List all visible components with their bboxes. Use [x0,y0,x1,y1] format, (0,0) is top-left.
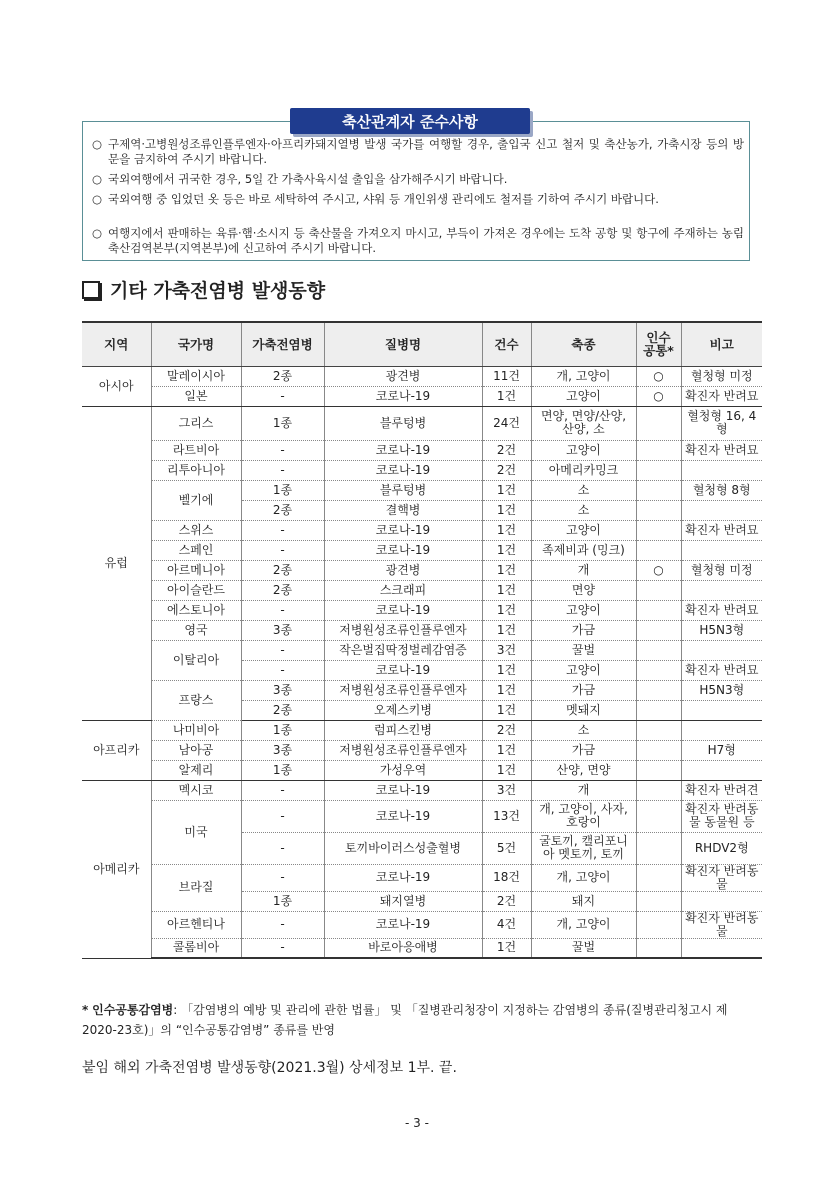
cell-remarks: 확진자 반려동물 [681,864,762,891]
cell-count: 1건 [482,386,531,406]
notice-item-text: 여행지에서 판매하는 육류·햄·소시지 등 축산물을 가져오지 마시고, 부득이 가져온 경우에는 도착 공항 및 항구에 주재하는 농림축산검역본부(지역본부)에 신고하여 주시기 바랍니다. [108,226,744,255]
cell-species: 개, 고양이, 사자, 호랑이 [531,800,636,832]
cell-count: 1건 [482,600,531,620]
cell-zoonotic [636,720,681,740]
cell-legal-class: 2종 [241,560,324,580]
cell-disease: 광견병 [324,560,482,580]
cell-disease: 럼피스킨병 [324,720,482,740]
cell-remarks: 혈청형 미정 [681,366,762,386]
cell-species: 개, 고양이 [531,864,636,891]
cell-zoonotic [636,406,681,440]
cell-disease: 블루텅병 [324,406,482,440]
cell-species: 면양 [531,580,636,600]
circle-bullet-icon: ○ [92,172,103,186]
table-row [82,800,762,832]
cell-legal-class: - [241,864,324,891]
table-row [82,366,762,386]
cell-zoonotic [636,480,681,500]
cell-species: 면양, 면양/산양, 산양, 소 [531,406,636,440]
cell-remarks: 확진자 반려견 [681,780,762,800]
cell-species: 가금 [531,620,636,640]
cell-species: 개, 고양이 [531,366,636,386]
cell-country: 미국 [151,800,241,864]
cell-legal-class: - [241,938,324,958]
cell-legal-class: 3종 [241,620,324,640]
section-title: 기타 가축전염병 발생동향 [110,280,326,302]
cell-disease: 바로아응애병 [324,938,482,958]
cell-disease: 코로나-19 [324,440,482,460]
table-row [82,911,762,938]
cell-disease: 코로나-19 [324,864,482,891]
cell-remarks: 확진자 반려묘 [681,440,762,460]
cell-remarks [681,580,762,600]
table-row [82,680,762,700]
cell-species: 가금 [531,680,636,700]
cell-legal-class: 2종 [241,366,324,386]
cell-legal-class: - [241,440,324,460]
cell-disease: 스크래피 [324,580,482,600]
cell-country: 프랑스 [151,680,241,720]
cell-country: 남아공 [151,740,241,760]
table-row [82,620,762,640]
notice-item-text: 구제역·고병원성조류인플루엔자·아프리카돼지열병 발생 국가를 여행할 경우, 출입국 신고 철저 및 축산농가, 가축시장 등의 방문을 금지하여 주시기 바랍니다. [108,137,744,166]
circle-bullet-icon: ○ [92,137,103,151]
cell-legal-class: - [241,386,324,406]
cell-legal-class: - [241,800,324,832]
table-row [82,520,762,540]
cell-disease: 코로나-19 [324,460,482,480]
cell-count: 1건 [482,500,531,520]
table-row [82,864,762,891]
cell-species: 가금 [531,740,636,760]
cell-species: 족제비과 (밍크) [531,540,636,560]
header-count: 건수 [482,322,531,366]
cell-remarks: 혈청형 16, 4형 [681,406,762,440]
cell-legal-class: 1종 [241,760,324,780]
cell-country: 아이슬란드 [151,580,241,600]
cell-legal-class: - [241,640,324,660]
cell-remarks: H5N3형 [681,620,762,640]
table-row [82,480,762,500]
disease-table [82,321,762,959]
table-row [82,760,762,780]
cell-disease: 블루텅병 [324,480,482,500]
cell-country: 브라질 [151,864,241,911]
cell-legal-class: - [241,832,324,864]
cell-remarks: 확진자 반려묘 [681,600,762,620]
header-zoonotic: 인수 공통* [636,322,681,366]
cell-count: 18건 [482,864,531,891]
table-row [82,938,762,958]
cell-remarks: 확진자 반려동물 동물원 등 [681,800,762,832]
cell-species: 소 [531,720,636,740]
cell-disease: 코로나-19 [324,780,482,800]
cell-legal-class: 3종 [241,680,324,700]
cell-count: 2건 [482,720,531,740]
cell-zoonotic: ○ [636,366,681,386]
table-row [82,720,762,740]
table-row [82,440,762,460]
cell-species: 개, 고양이 [531,911,636,938]
cell-legal-class: - [241,911,324,938]
table-row [82,540,762,560]
cell-disease: 토끼바이러스성출혈병 [324,832,482,864]
cell-zoonotic [636,760,681,780]
cell-country: 말레이시아 [151,366,241,386]
cell-species: 돼지 [531,891,636,911]
cell-zoonotic [636,680,681,700]
footnote [82,1000,754,1040]
cell-count: 4건 [482,911,531,938]
header-species: 축종 [531,322,636,366]
header-country: 국가명 [151,322,241,366]
cell-species: 소 [531,500,636,520]
cell-disease: 저병원성조류인플루엔자 [324,620,482,640]
page-number: - 3 - [405,1116,429,1130]
cell-legal-class: 1종 [241,720,324,740]
cell-legal-class: - [241,520,324,540]
cell-region: 아프리카 [82,720,151,780]
cell-disease: 코로나-19 [324,911,482,938]
cell-count: 1건 [482,620,531,640]
cell-country: 아르메니아 [151,560,241,580]
cell-species: 고양이 [531,386,636,406]
cell-zoonotic [636,580,681,600]
cell-disease: 저병원성조류인플루엔자 [324,680,482,700]
cell-legal-class: 2종 [241,700,324,720]
cell-species: 고양이 [531,660,636,680]
cell-disease: 작은벌집딱정벌레감염증 [324,640,482,660]
cell-count: 1건 [482,760,531,780]
cell-disease: 코로나-19 [324,600,482,620]
cell-zoonotic [636,640,681,660]
cell-remarks [681,891,762,911]
cell-zoonotic [636,938,681,958]
cell-species: 고양이 [531,520,636,540]
cell-disease: 광견병 [324,366,482,386]
cell-country: 스페인 [151,540,241,560]
footnote-text: : 「감염병의 예방 및 관리에 관한 법률」 및 「질병관리청장이 지정하는 감염병의 종류(질병관리청고시 제2020-23호)」의 “인수공통감염병” 종류를 반영 [82,1003,728,1037]
cell-legal-class: - [241,780,324,800]
cell-country: 리투아니아 [151,460,241,480]
header-legal-class: 가축전염병 [241,322,324,366]
cell-remarks [681,540,762,560]
cell-country: 콜롬비아 [151,938,241,958]
cell-remarks [681,938,762,958]
cell-count: 1건 [482,680,531,700]
cell-region: 유럽 [82,406,151,720]
cell-country: 에스토니아 [151,600,241,620]
cell-species: 고양이 [531,600,636,620]
cell-zoonotic [636,540,681,560]
cell-remarks: RHDV2형 [681,832,762,864]
cell-disease: 결핵병 [324,500,482,520]
cell-legal-class: - [241,460,324,480]
notice-item [92,226,744,256]
cell-zoonotic [636,800,681,832]
cell-species: 개 [531,560,636,580]
cell-species: 꿀벌 [531,938,636,958]
cell-remarks [681,700,762,720]
header-disease: 질병명 [324,322,482,366]
header-remarks: 비고 [681,322,762,366]
notice-item [92,192,744,207]
cell-country: 그리스 [151,406,241,440]
table-row [82,406,762,440]
attachment-note: 붙임 해외 가축전염병 발생동향(2021.3월) 상세정보 1부. 끝. [82,1060,457,1076]
cell-zoonotic [636,911,681,938]
cell-remarks: H7형 [681,740,762,760]
cell-disease: 코로나-19 [324,540,482,560]
cell-disease: 돼지열병 [324,891,482,911]
cell-remarks [681,460,762,480]
cell-species: 멧돼지 [531,700,636,720]
cell-count: 2건 [482,440,531,460]
cell-remarks [681,500,762,520]
cell-remarks: 혈청형 8형 [681,480,762,500]
cell-disease: 가성우역 [324,760,482,780]
cell-zoonotic [636,440,681,460]
cell-legal-class: 1종 [241,891,324,911]
table-row [82,460,762,480]
cell-count: 1건 [482,700,531,720]
cell-count: 1건 [482,520,531,540]
notice-item-text: 국외여행 중 입었던 옷 등은 바로 세탁하여 주시고, 샤워 등 개인위생 관리에도 철저를 기하여 주시기 바랍니다. [108,192,659,206]
cell-count: 1건 [482,660,531,680]
cell-zoonotic [636,500,681,520]
cell-zoonotic: ○ [636,386,681,406]
table-body [82,366,762,958]
table-row [82,600,762,620]
notice-item-text: 국외여행에서 귀국한 경우, 5일 간 가축사육시설 출입을 삼가해주시기 바랍니다. [108,172,508,186]
cell-remarks: H5N3형 [681,680,762,700]
cell-count: 13건 [482,800,531,832]
table-row [82,640,762,660]
cell-count: 1건 [482,480,531,500]
table-row [82,780,762,800]
cell-count: 5건 [482,832,531,864]
header-region: 지역 [82,322,151,366]
cell-disease: 코로나-19 [324,800,482,832]
table-row [82,560,762,580]
cell-zoonotic [636,620,681,640]
cell-country: 영국 [151,620,241,640]
cell-remarks: 확진자 반려묘 [681,660,762,680]
cell-species: 고양이 [531,440,636,460]
notice-title: 축산관계자 준수사항 [290,108,530,134]
cell-count: 11건 [482,366,531,386]
cell-zoonotic [636,780,681,800]
cell-disease: 오제스키병 [324,700,482,720]
cell-remarks [681,720,762,740]
cell-count: 2건 [482,891,531,911]
cell-country: 나미비아 [151,720,241,740]
cell-region: 아메리카 [82,780,151,958]
cell-legal-class: 2종 [241,500,324,520]
cell-region: 아시아 [82,366,151,406]
cell-count: 3건 [482,640,531,660]
cell-zoonotic [636,832,681,864]
cell-species: 개 [531,780,636,800]
cell-count: 24건 [482,406,531,440]
cell-legal-class: 1종 [241,480,324,500]
notice-item [92,137,744,167]
cell-species: 아메리카밍크 [531,460,636,480]
table-row [82,580,762,600]
cell-count: 1건 [482,740,531,760]
cell-zoonotic [636,460,681,480]
table-row [82,386,762,406]
cell-legal-class: 1종 [241,406,324,440]
cell-disease: 저병원성조류인플루엔자 [324,740,482,760]
cell-country: 라트비아 [151,440,241,460]
cell-zoonotic [636,700,681,720]
cell-country: 알제리 [151,760,241,780]
section-heading [82,276,325,303]
cell-count: 1건 [482,540,531,560]
cell-remarks: 확진자 반려묘 [681,520,762,540]
circle-bullet-icon: ○ [92,192,103,206]
cell-country: 아르헨티나 [151,911,241,938]
cell-count: 1건 [482,580,531,600]
cell-country: 일본 [151,386,241,406]
cell-species: 소 [531,480,636,500]
cell-zoonotic [636,864,681,891]
cell-count: 1건 [482,938,531,958]
cell-legal-class: 2종 [241,580,324,600]
cell-count: 2건 [482,460,531,480]
circle-bullet-icon: ○ [92,226,103,240]
cell-count: 1건 [482,560,531,580]
table-row [82,740,762,760]
cell-remarks: 확진자 반려동물 [681,911,762,938]
cell-species: 꿀벌 [531,640,636,660]
cell-country: 이탈리아 [151,640,241,680]
cell-disease: 코로나-19 [324,520,482,540]
cell-zoonotic [636,740,681,760]
cell-country: 스위스 [151,520,241,540]
cell-zoonotic [636,891,681,911]
footnote-mark: * [82,1003,89,1017]
cell-disease: 코로나-19 [324,386,482,406]
footnote-term: 인수공통감염병 [92,1003,174,1017]
cell-legal-class: - [241,600,324,620]
cell-count: 3건 [482,780,531,800]
cell-country: 멕시코 [151,780,241,800]
cell-country: 벨기에 [151,480,241,520]
cell-remarks: 혈청형 미정 [681,560,762,580]
cell-zoonotic [636,520,681,540]
cell-remarks [681,760,762,780]
cell-zoonotic [636,600,681,620]
checkbox-square-icon [82,281,100,299]
cell-legal-class: 3종 [241,740,324,760]
cell-remarks [681,640,762,660]
cell-species: 산양, 면양 [531,760,636,780]
cell-remarks: 확진자 반려묘 [681,386,762,406]
table-header-row [82,322,762,366]
notice-item [92,172,744,187]
cell-legal-class: - [241,660,324,680]
cell-disease: 코로나-19 [324,660,482,680]
cell-legal-class: - [241,540,324,560]
cell-zoonotic [636,660,681,680]
cell-species: 굴토끼, 캘리포니아 멧토끼, 토끼 [531,832,636,864]
cell-zoonotic: ○ [636,560,681,580]
